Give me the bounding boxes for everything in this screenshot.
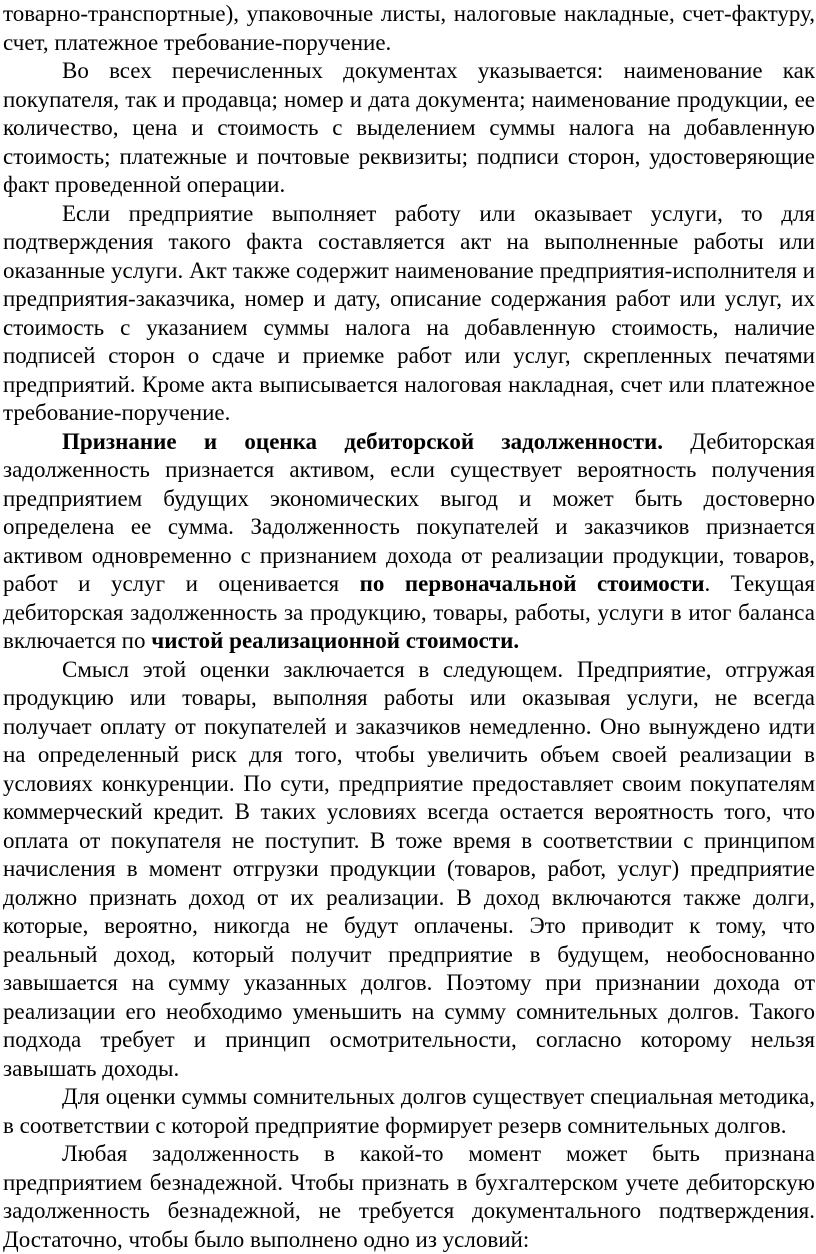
paragraph-bad-debts: Любая задолженность в какой-то момент может быть признана предприятием безнадежной. Чтобы признать в бухгалтерском учете дебиторскую задолженность безнадежной, не требуется документального подтверждения. Достаточно, чтобы было выполнено одно из условий: — [3, 1141, 815, 1252]
paragraph-text: . Текущая дебиторская задолженность за продукцию, товары, работы, услуги в итог баланса включается по — [3, 571, 816, 653]
paragraph-receivables-recognition — [3, 428, 815, 656]
paragraph-continuation: товарно-транспортные), упаковочные листы, налоговые накладные, счет-фактуру, счет, платежное требование-поручение. — [3, 1, 815, 55]
emphasis-initial-cost: по первоначальной стоимости — [359, 571, 705, 596]
paragraph-document-details: Во всех перечисленных документах указывается: наименование как покупателя, так и продавца; номер и дата документа; наименование продукции, ее количество, цена и стоимость с выделением суммы налога на добавленную стоимость; платежные и почтовые реквизиты; подписи сторон, удостоверяющие факт проведенной операции. — [3, 58, 815, 197]
document-page — [3, 0, 815, 1254]
paragraph-text: Дебиторская задолженность признается активом, если существует вероятность получения предприятием будущих экономических выгод и может быть достоверно определена ее сумма. Задолженность покупателей и заказчиков признается активом одновременно с признанием дохода от реализации продукции, товаров, работ и услуг и оценивается — [3, 428, 815, 596]
section-heading: Признание и оценка дебиторской задолженности. — [62, 428, 663, 454]
emphasis-net-realizable-value: чистой реализационной стоимости. — [151, 628, 520, 653]
paragraph-services-act: Если предприятие выполняет работу или оказывает услуги, то для подтверждения такого факта составляется акт на выполненные работы или оказанные услуги. Акт также содержит наименование предприятия-исполнителя и предприятия-заказчика, номер и дату, описание содержания работ или услуг, их стоимость с указанием суммы налога на добавленную стоимость, наличие подписей сторон о сдаче и приемке работ или услуг, скрепленных печатями предприятий. Кроме акта выписывается налоговая накладная, счет или платежное требование-поручение. — [3, 200, 815, 425]
paragraph-doubtful-debts: Для оценки суммы сомнительных долгов существует специальная методика, в соответствии с которой предприятие формирует резерв сомнительных долгов. — [3, 1084, 815, 1138]
paragraph-valuation-meaning: Смысл этой оценки заключается в следующем. Предприятие, отгружая продукцию или товары, выполняя работы или оказывая услуги, не всегда получает оплату от покупателей и заказчиков немедленно. Оно вынуждено идти на определенный риск для того, чтобы увеличить объем своей реализации в условиях конкуренции. По сути, предприятие предоставляет своим покупателям коммерческий кредит. В таких условиях всегда остается вероятность того, что оплата от покупателя не поступит. В тоже время в соответствии с принципом начисления в момент отгрузки продукции (товаров, работ, услуг) предприятие должно признать доход от их реализации. В доход включаются также долги, которые, вероятно, никогда не будут оплачены. Это приводит к тому, что реальный доход, который получит предприятие в будущем, необоснованно завышается на сумму указанных долгов. Поэтому при признании дохода от реализации его необходимо уменьшить на сумму сомнительных долгов. Такого подхода требует и принцип осмотрительности, согласно которому нельзя завышать доходы. — [3, 656, 815, 1081]
